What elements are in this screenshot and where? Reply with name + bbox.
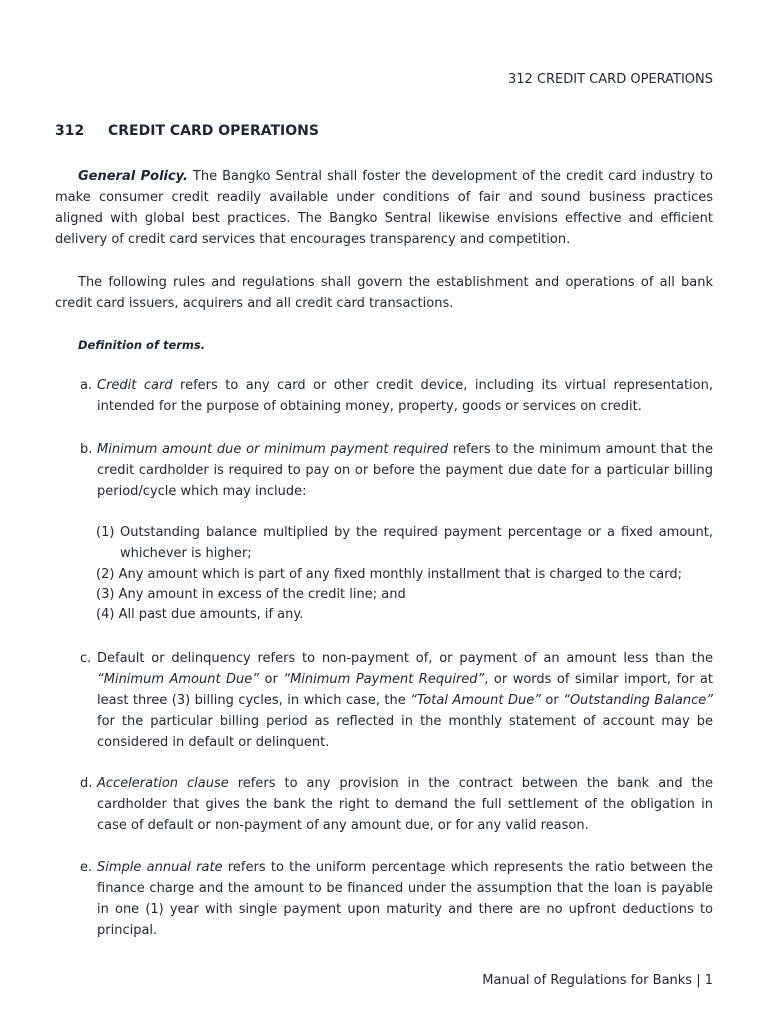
- section-title: CREDIT CARD OPERATIONS: [108, 123, 319, 139]
- section-heading: [55, 123, 319, 139]
- definition-text: or: [540, 693, 564, 708]
- section-number: 312: [55, 123, 85, 139]
- definition-item-a: [80, 375, 713, 417]
- list-marker: (3): [96, 587, 115, 602]
- list-marker: (1): [96, 525, 115, 540]
- subitem-2: [96, 565, 682, 585]
- list-marker: (4): [96, 607, 115, 622]
- definition-term: Minimum amount due or minimum payment required: [97, 442, 449, 457]
- definition-term: Simple annual rate: [97, 860, 223, 875]
- list-marker: d.: [80, 776, 93, 791]
- definition-text: refers to any provision in the contract between the bank and the cardholder that gives the bank the right to demand the full settlement of the obligation in case of default or non-payment of any amount due, or for any valid reason.: [97, 776, 713, 833]
- running-header: 312 CREDIT CARD OPERATIONS: [508, 72, 713, 87]
- page-footer: Manual of Regulations for Banks | 1: [482, 973, 713, 988]
- definition-item-d: [80, 773, 713, 836]
- definitions-heading: Definition of terms.: [78, 338, 206, 352]
- list-marker: c.: [80, 651, 92, 666]
- definition-text: Default or delinquency refers to non-payment of, or payment of an amount less than the: [97, 651, 713, 666]
- subitem-text: Any amount in excess of the credit line; and: [118, 587, 406, 602]
- definition-item-e: [80, 857, 713, 941]
- definition-item-c: [80, 648, 713, 753]
- quoted-term: “Minimum Payment Required”: [283, 672, 485, 687]
- list-marker: b.: [80, 442, 93, 457]
- quoted-term: “Total Amount Due”: [410, 693, 541, 708]
- list-marker: a.: [80, 378, 93, 393]
- definition-term: Acceleration clause: [97, 776, 229, 791]
- subitem-text: All past due amounts, if any.: [118, 607, 304, 622]
- definition-text: refers to the uniform percentage which represents the ratio between the finance charge and the amount to be financed under the assumption that the loan is payable in one (1) year with single payment upon maturity and there are no upfront deductions to principal.: [97, 860, 713, 938]
- list-marker: e.: [80, 860, 93, 875]
- general-policy-lead: General Policy.: [78, 169, 188, 184]
- subitem-3: [96, 585, 406, 605]
- definition-term: Credit card: [97, 378, 173, 393]
- subitem-text: Outstanding balance multiplied by the required payment percentage or a fixed amount, whichever is higher;: [120, 525, 713, 561]
- general-policy-text: The Bangko Sentral shall foster the development of the credit card industry to make consumer credit readily available under conditions of fair and sound business practices aligned with global best practices. The Bangko Sentral likewise envisions effective and efficient delivery of credit card services that encourages transparency and competition.: [55, 169, 713, 247]
- subitem-text: Any amount which is part of any fixed monthly installment that is charged to the card;: [118, 567, 683, 582]
- definition-text: refers to the minimum amount that the credit cardholder is required to pay on or before the payment due date for a particular billing period/cycle which may include:: [97, 442, 713, 499]
- definition-item-b: [80, 439, 713, 502]
- general-policy-paragraph: [55, 166, 713, 250]
- quoted-term: “Minimum Amount Due”: [97, 672, 260, 687]
- definition-text: for the particular billing period as reflected in the monthly statement of account may be considered in default or delinquent.: [97, 714, 713, 750]
- rules-paragraph: The following rules and regulations shall govern the establishment and operations of all bank credit card issuers, acquirers and all credit card transactions.: [55, 275, 713, 311]
- definition-text: or: [259, 672, 284, 687]
- definition-text: , or words of similar import, for at least three (3) billing cycles, in which case, the: [97, 672, 713, 708]
- subitem-1: [96, 523, 713, 564]
- subitem-4: [96, 605, 303, 625]
- list-marker: (2): [96, 567, 115, 582]
- definition-text: refers to any card or other credit device, including its virtual representation, intended for the purpose of obtaining money, property, goods or services on credit.: [97, 378, 713, 414]
- quoted-term: “Outstanding Balance”: [563, 693, 713, 708]
